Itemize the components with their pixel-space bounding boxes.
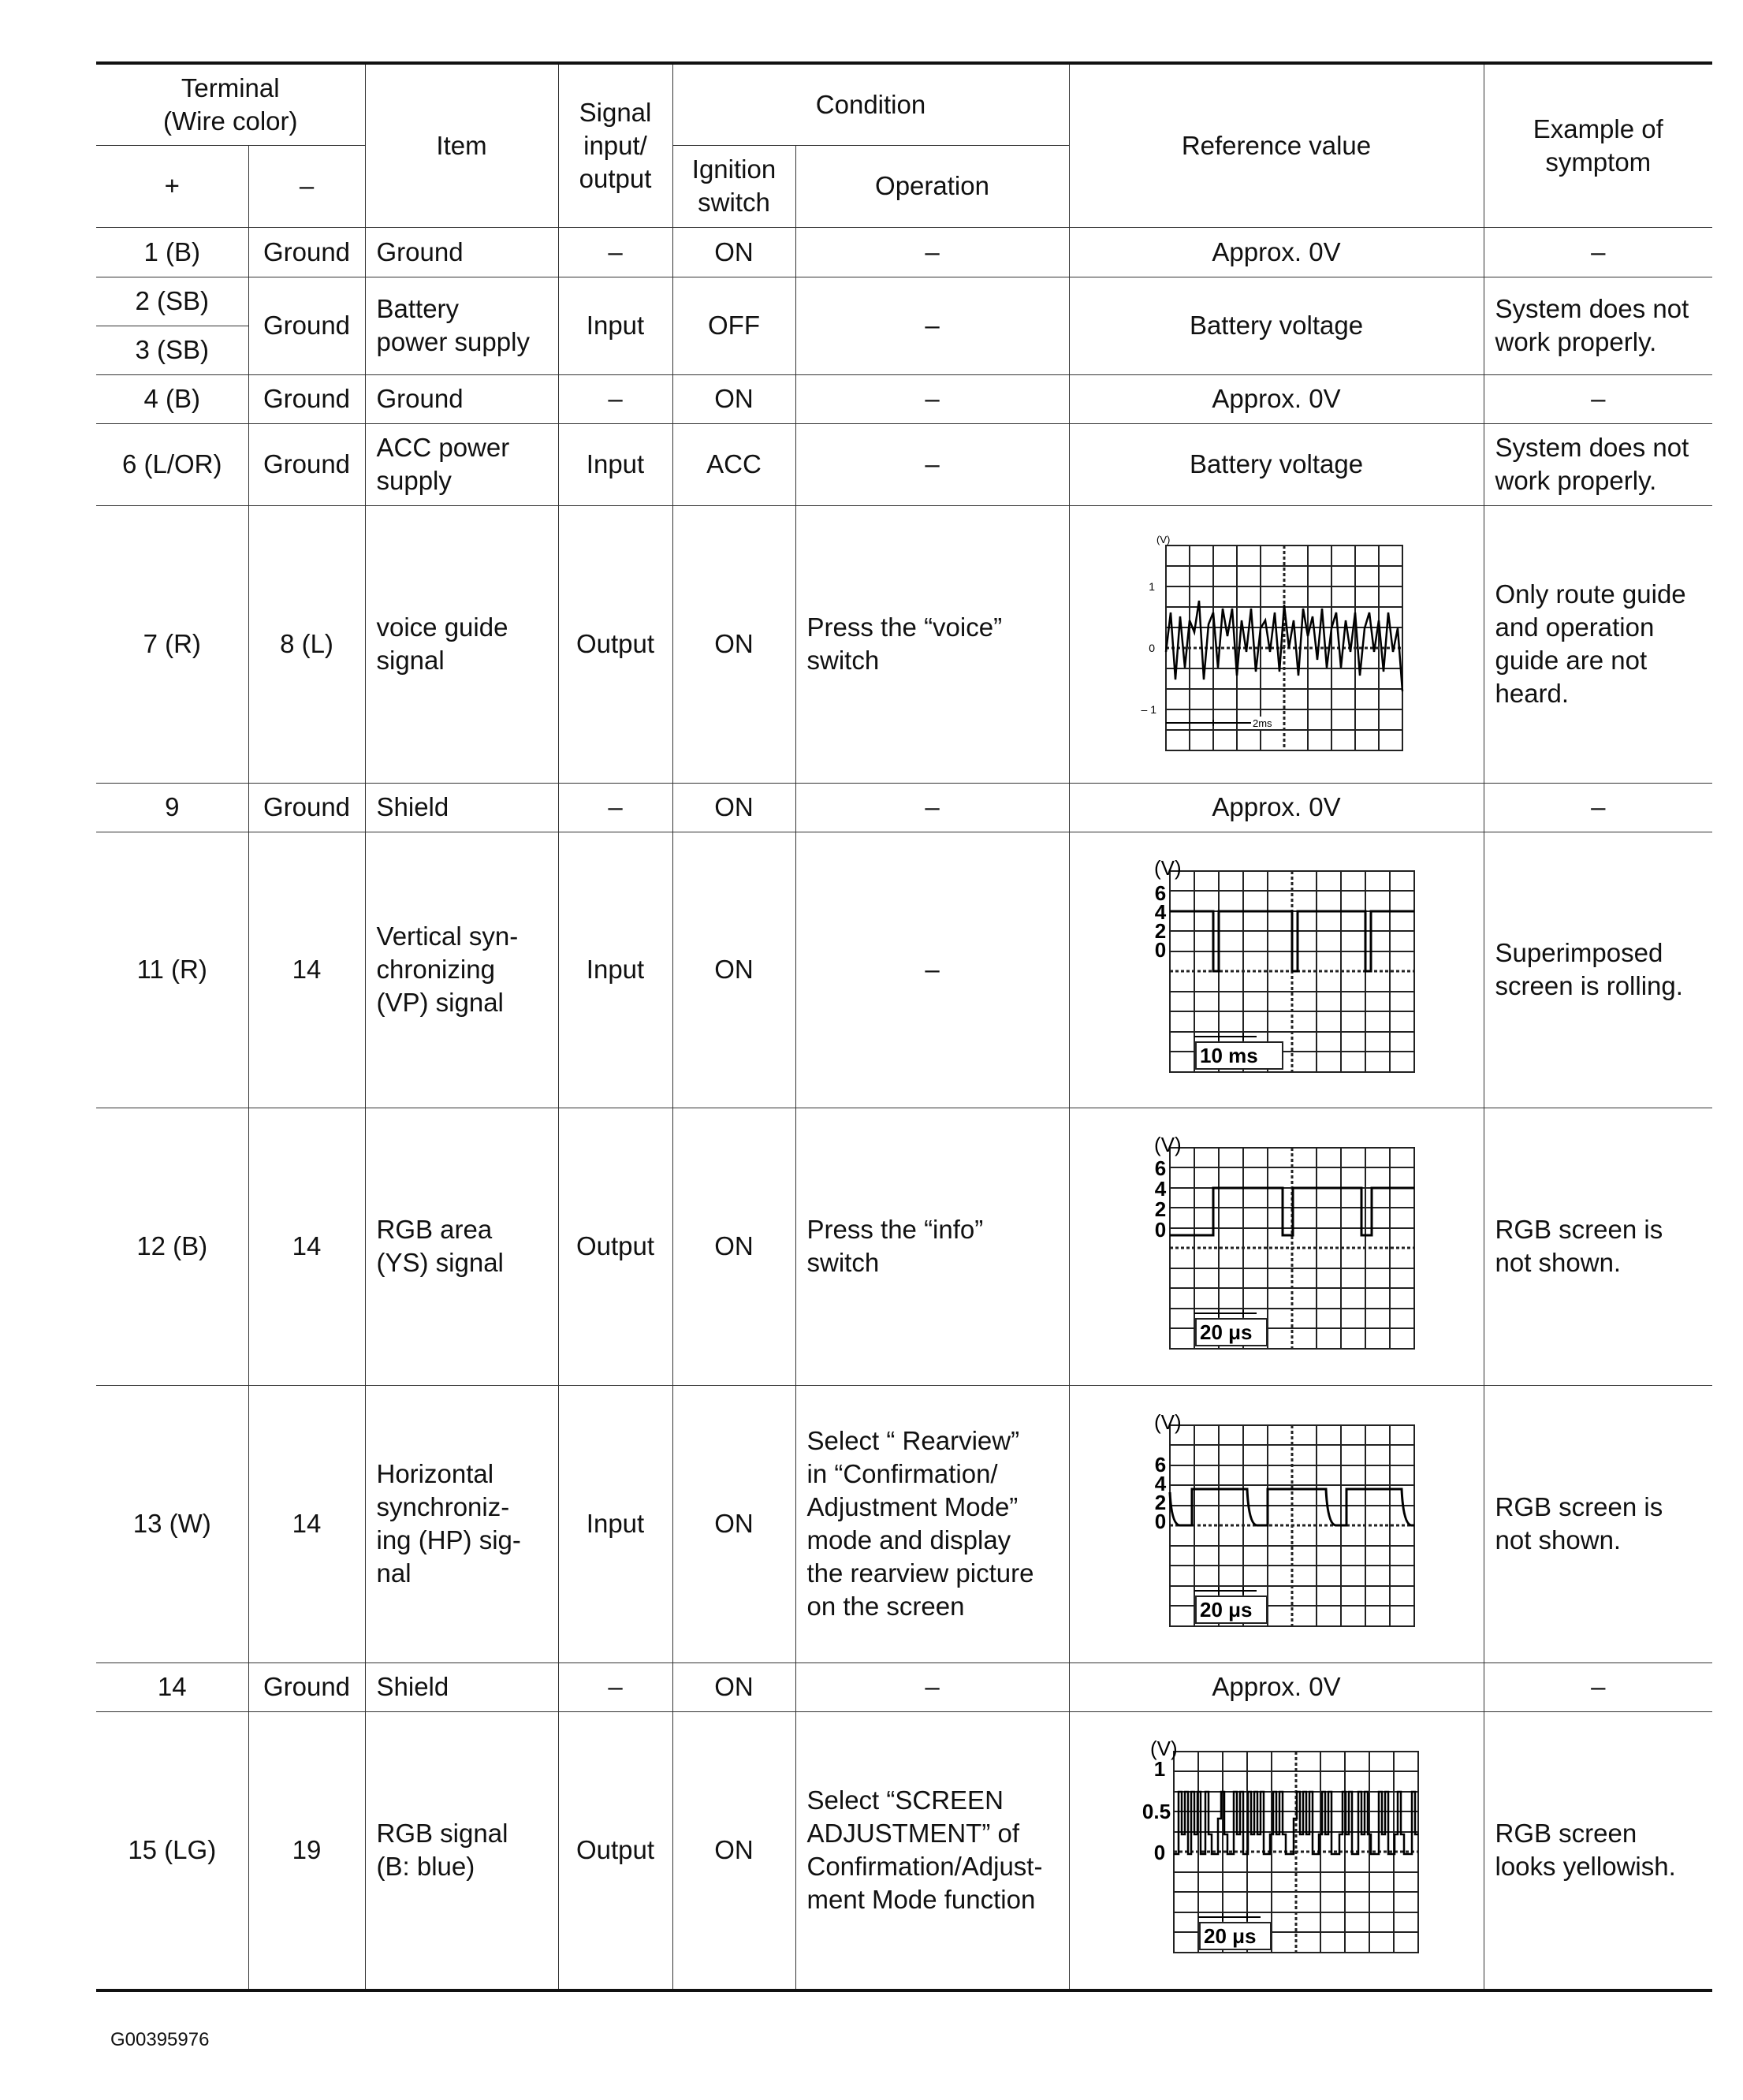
cell-reference: Approx. 0V: [1069, 783, 1484, 832]
waveform-time-arrow: [1194, 1309, 1257, 1317]
cell-symptom: System does not work properly.: [1484, 423, 1712, 505]
cell-io: Output: [558, 505, 672, 783]
figure-code: G00395976: [110, 2029, 210, 2050]
cell-ignition: ON: [672, 227, 795, 277]
cell-ignition: ON: [672, 1385, 795, 1662]
cell-io: Output: [558, 1108, 672, 1385]
cell-reference: Battery voltage: [1069, 277, 1484, 374]
waveform-y-label: 4: [1154, 900, 1167, 924]
cell-item: Shield: [365, 783, 558, 832]
table-row: [96, 374, 1712, 423]
waveform-y-label: 1: [1149, 580, 1155, 593]
cell-plus: 14: [96, 1662, 248, 1711]
cell-plus: 12 (B): [96, 1108, 248, 1385]
waveform-y-label: 6: [1154, 881, 1167, 905]
cell-minus: Ground: [248, 783, 365, 832]
cell-io: Input: [558, 277, 672, 374]
cell-plus: 3 (SB): [96, 326, 248, 374]
cell-ignition: ACC: [672, 423, 795, 505]
table-row: [96, 1385, 1712, 1662]
waveform-time-label: 10 ms: [1200, 1044, 1258, 1067]
cell-ignition: ON: [672, 1711, 795, 1990]
waveform-y-label: 0.5: [1142, 1800, 1171, 1824]
waveform-trace: [1174, 1792, 1418, 1854]
cell-item: Battery power supply: [365, 277, 558, 374]
table-row: [96, 277, 1712, 326]
cell-reference-waveform: [1069, 1711, 1484, 1990]
voice-guide-waveform: [1134, 534, 1418, 754]
waveform-unit-label: (V): [1156, 534, 1171, 545]
waveform-time-arrow: [1198, 1913, 1261, 1921]
waveform-time-label: 20 μs: [1200, 1320, 1253, 1344]
cell-io: Input: [558, 423, 672, 505]
cell-reference-waveform: [1069, 505, 1484, 783]
table-row: [96, 1108, 1712, 1385]
waveform-y-label: 1: [1153, 1757, 1166, 1782]
table-row: [96, 423, 1712, 505]
cell-reference: Battery voltage: [1069, 423, 1484, 505]
cell-io: Input: [558, 832, 672, 1108]
terminal-spec-sheet: [96, 61, 1712, 1992]
header-row: [96, 63, 1712, 145]
cell-io: –: [558, 227, 672, 277]
cell-minus: 14: [248, 1385, 365, 1662]
cell-item: ACC power supply: [365, 423, 558, 505]
cell-plus: 11 (R): [96, 832, 248, 1108]
cell-io: –: [558, 1662, 672, 1711]
cell-symptom: RGB screen is not shown.: [1484, 1108, 1712, 1385]
cell-symptom: –: [1484, 227, 1712, 277]
waveform-time-label: 20 μs: [1200, 1598, 1253, 1622]
header-plus: +: [96, 145, 248, 227]
header-reference-value: Reference value: [1069, 63, 1484, 227]
cell-ignition: ON: [672, 505, 795, 783]
cell-operation: Select “SCREEN ADJUSTMENT” of Confirmation/Adjust- ment Mode function: [795, 1711, 1069, 1990]
cell-minus: Ground: [248, 423, 365, 505]
cell-minus: 14: [248, 1108, 365, 1385]
cell-ignition: OFF: [672, 277, 795, 374]
waveform-unit-label: (V): [1154, 1136, 1182, 1156]
cell-item: Shield: [365, 1662, 558, 1711]
waveform-time-label: 2ms: [1253, 717, 1272, 729]
table-row: [96, 227, 1712, 277]
cell-ignition: ON: [672, 832, 795, 1108]
cell-symptom: RGB screen looks yellowish.: [1484, 1711, 1712, 1990]
cell-operation: –: [795, 227, 1069, 277]
cell-plus: 2 (SB): [96, 277, 248, 326]
cell-item: RGB area (YS) signal: [365, 1108, 558, 1385]
cell-plus: 1 (B): [96, 227, 248, 277]
vp-signal-waveform: [1123, 859, 1430, 1080]
header-minus: –: [248, 145, 365, 227]
waveform-y-label: 2: [1154, 1491, 1167, 1514]
cell-operation: –: [795, 832, 1069, 1108]
cell-minus: 8 (L): [248, 505, 365, 783]
waveform-y-label: 0: [1149, 642, 1155, 654]
table-row: [96, 505, 1712, 783]
cell-ignition: ON: [672, 374, 795, 423]
cell-reference-waveform: [1069, 1108, 1484, 1385]
cell-operation: Press the “info” switch: [795, 1108, 1069, 1385]
cell-operation: –: [795, 423, 1069, 505]
cell-plus: 9: [96, 783, 248, 832]
cell-symptom: RGB screen is not shown.: [1484, 1385, 1712, 1662]
cell-operation: –: [795, 1662, 1069, 1711]
waveform-y-label: 4: [1154, 1177, 1167, 1201]
waveform-y-label: 0: [1154, 938, 1167, 962]
waveform-time-arrow: [1166, 720, 1251, 726]
waveform-time-arrow: [1194, 1587, 1257, 1595]
cell-operation: Select “ Rearview” in “Confirmation/ Adjustment Mode” mode and display the rearview picture on the screen: [795, 1385, 1069, 1662]
waveform-y-label: – 1: [1141, 703, 1156, 716]
waveform-unit-label: (V): [1154, 1413, 1182, 1434]
cell-operation: Press the “voice” switch: [795, 505, 1069, 783]
cell-minus: Ground: [248, 374, 365, 423]
cell-reference: Approx. 0V: [1069, 1662, 1484, 1711]
cell-item: voice guide signal: [365, 505, 558, 783]
cell-minus: Ground: [248, 1662, 365, 1711]
cell-reference: Approx. 0V: [1069, 374, 1484, 423]
waveform-trace: [1170, 911, 1414, 971]
waveform-y-label: 4: [1154, 1472, 1167, 1495]
cell-io: –: [558, 374, 672, 423]
waveform-y-label: 6: [1154, 1156, 1167, 1180]
ys-signal-waveform: [1123, 1136, 1430, 1357]
cell-item: Vertical syn- chronizing (VP) signal: [365, 832, 558, 1108]
waveform-y-label: 0: [1154, 1510, 1167, 1533]
cell-plus: 7 (R): [96, 505, 248, 783]
cell-symptom: Only route guide and operation guide are not heard.: [1484, 505, 1712, 783]
hp-signal-waveform: [1123, 1413, 1430, 1634]
cell-reference-waveform: [1069, 832, 1484, 1108]
cell-plus: 13 (W): [96, 1385, 248, 1662]
waveform-y-label: 2: [1154, 919, 1167, 943]
header-operation: Operation: [795, 145, 1069, 227]
cell-plus: 15 (LG): [96, 1711, 248, 1990]
cell-reference: Approx. 0V: [1069, 227, 1484, 277]
header-signal-io: Signal input/ output: [558, 63, 672, 227]
table-row: [96, 1711, 1712, 1990]
cell-io: Output: [558, 1711, 672, 1990]
waveform-time-arrow: [1194, 1033, 1257, 1041]
cell-operation: –: [795, 374, 1069, 423]
cell-minus: Ground: [248, 227, 365, 277]
cell-ignition: ON: [672, 783, 795, 832]
waveform-unit-label: (V): [1150, 1740, 1178, 1761]
cell-operation: –: [795, 783, 1069, 832]
cell-item: Ground: [365, 227, 558, 277]
cell-ignition: ON: [672, 1108, 795, 1385]
header-item: Item: [365, 63, 558, 227]
cell-reference-waveform: [1069, 1385, 1484, 1662]
cell-ignition: ON: [672, 1662, 795, 1711]
waveform-y-label: 6: [1154, 1453, 1167, 1476]
cell-item: Ground: [365, 374, 558, 423]
cell-symptom: –: [1484, 374, 1712, 423]
cell-minus: 19: [248, 1711, 365, 1990]
cell-item: Horizontal synchroniz- ing (HP) sig- nal: [365, 1385, 558, 1662]
waveform-y-label: 2: [1154, 1197, 1167, 1221]
waveform-time-label: 20 μs: [1204, 1924, 1257, 1949]
cell-minus: Ground: [248, 277, 365, 374]
cell-plus: 6 (L/OR): [96, 423, 248, 505]
waveform-unit-label: (V): [1154, 859, 1182, 880]
waveform-y-label: 0: [1154, 1218, 1167, 1242]
cell-minus: 14: [248, 832, 365, 1108]
cell-io: Input: [558, 1385, 672, 1662]
waveform-y-label: 0: [1153, 1841, 1166, 1865]
cell-operation: –: [795, 277, 1069, 374]
header-condition: Condition: [672, 63, 1069, 145]
table-row: [96, 783, 1712, 832]
cell-symptom: Superimposed screen is rolling.: [1484, 832, 1712, 1108]
rgb-blue-waveform: [1119, 1740, 1434, 1960]
cell-symptom: System does not work properly.: [1484, 277, 1712, 374]
cell-symptom: –: [1484, 783, 1712, 832]
terminal-table: [96, 61, 1712, 1992]
table-row: [96, 832, 1712, 1108]
cell-item: RGB signal (B: blue): [365, 1711, 558, 1990]
header-ignition-switch: Ignition switch: [672, 145, 795, 227]
header-example-symptom: Example of symptom: [1484, 63, 1712, 227]
cell-symptom: –: [1484, 1662, 1712, 1711]
cell-io: –: [558, 783, 672, 832]
cell-plus: 4 (B): [96, 374, 248, 423]
header-terminal: Terminal (Wire color): [96, 63, 365, 145]
table-row: [96, 1662, 1712, 1711]
